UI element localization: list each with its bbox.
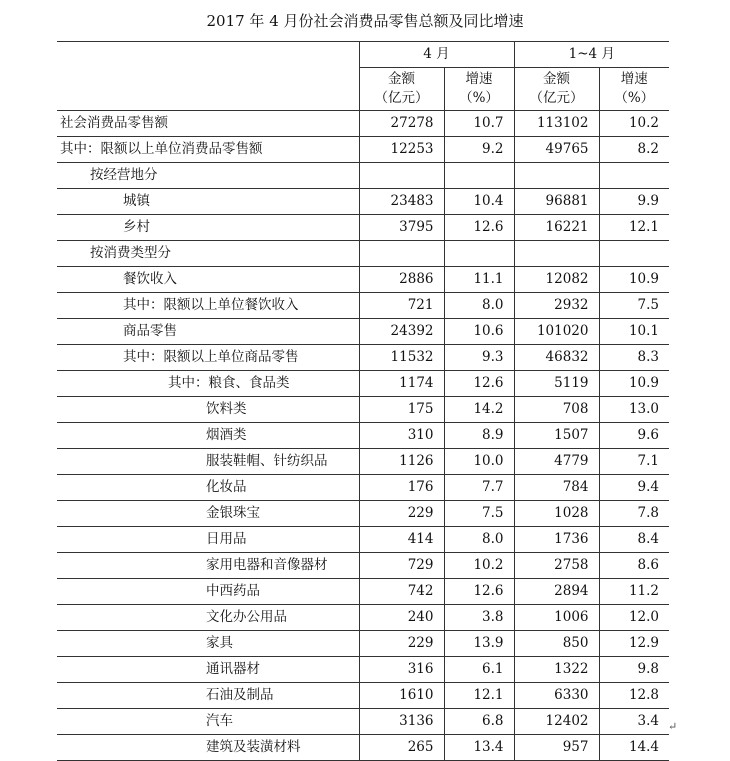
growth-unit: （%） [614, 90, 655, 106]
table-row [57, 423, 669, 449]
table-row [57, 267, 669, 293]
cell-amount-jan-apr: 6330 [514, 683, 599, 709]
cell-growth-april: 14.2 [444, 397, 514, 423]
table-row [57, 475, 669, 501]
cell-growth-jan-apr [599, 241, 669, 267]
cell-amount-april: 24392 [359, 319, 444, 345]
cell-amount-jan-apr: 12082 [514, 267, 599, 293]
table-row [57, 371, 669, 397]
cell-growth-jan-apr: 9.4 [599, 475, 669, 501]
row-label: 建筑及装潢材料 [57, 735, 359, 761]
cell-amount-jan-apr: 708 [514, 397, 599, 423]
cell-amount-jan-apr: 12402 [514, 709, 599, 735]
cell-amount-april: 11532 [359, 345, 444, 371]
table-row [57, 163, 669, 189]
cell-amount-jan-apr [514, 163, 599, 189]
row-label: 餐饮收入 [57, 267, 359, 293]
cell-amount-jan-apr: 2894 [514, 579, 599, 605]
table-row [57, 657, 669, 683]
cell-amount-april [359, 163, 444, 189]
growth-label: 增速 [465, 71, 493, 87]
row-label: 社会消费品零售额 [57, 111, 359, 137]
row-label: 文化办公用品 [57, 605, 359, 631]
table-row [57, 397, 669, 423]
cell-growth-jan-apr: 10.9 [599, 267, 669, 293]
cell-growth-april: 11.1 [444, 267, 514, 293]
cell-amount-april: 175 [359, 397, 444, 423]
cell-amount-april: 1126 [359, 449, 444, 475]
header-growth-jan-apr [599, 68, 669, 111]
row-label: 通讯器材 [57, 657, 359, 683]
cell-amount-april: 27278 [359, 111, 444, 137]
cell-growth-jan-apr: 8.4 [599, 527, 669, 553]
row-label: 商品零售 [57, 319, 359, 345]
cell-growth-april: 8.0 [444, 527, 514, 553]
cell-growth-jan-apr: 12.8 [599, 683, 669, 709]
row-label: 服装鞋帽、针纺织品 [57, 449, 359, 475]
cell-growth-april: 10.0 [444, 449, 514, 475]
row-label: 其中：限额以上单位商品零售 [57, 345, 359, 371]
cell-amount-jan-apr: 2758 [514, 553, 599, 579]
cell-amount-april: 176 [359, 475, 444, 501]
row-label: 按经营地分 [57, 163, 359, 189]
cell-growth-jan-apr: 10.9 [599, 371, 669, 397]
row-label: 按消费类型分 [57, 241, 359, 267]
cell-amount-april: 240 [359, 605, 444, 631]
table-body [57, 111, 669, 761]
cell-amount-jan-apr: 1507 [514, 423, 599, 449]
cell-growth-jan-apr: 12.9 [599, 631, 669, 657]
cell-growth-jan-apr: 7.1 [599, 449, 669, 475]
row-label: 汽车 [57, 709, 359, 735]
page-title: 2017 年 4 月份社会消费品零售总额及同比增速 [206, 12, 524, 30]
cell-growth-jan-apr: 8.3 [599, 345, 669, 371]
table-row [57, 111, 669, 137]
amount-label: 金额 [543, 71, 570, 87]
amount-unit: （亿元） [374, 90, 429, 106]
cell-amount-jan-apr: 1006 [514, 605, 599, 631]
row-label: 乡村 [57, 215, 359, 241]
cell-amount-april: 229 [359, 631, 444, 657]
amount-label: 金额 [388, 71, 415, 87]
cell-amount-april: 729 [359, 553, 444, 579]
table-row [57, 241, 669, 267]
table-row [57, 319, 669, 345]
cell-growth-jan-apr: 11.2 [599, 579, 669, 605]
cell-amount-april: 3795 [359, 215, 444, 241]
cell-amount-jan-apr: 957 [514, 735, 599, 761]
cell-growth-april: 12.6 [444, 215, 514, 241]
cell-amount-april: 316 [359, 657, 444, 683]
cell-amount-jan-apr: 850 [514, 631, 599, 657]
header-amount-jan-apr [514, 68, 599, 111]
row-label: 其中：限额以上单位消费品零售额 [57, 137, 359, 163]
row-label: 家具 [57, 631, 359, 657]
cell-amount-april: 742 [359, 579, 444, 605]
cell-amount-april: 414 [359, 527, 444, 553]
growth-label: 增速 [620, 71, 648, 87]
cell-growth-april [444, 163, 514, 189]
header-blank-2 [57, 68, 359, 111]
cell-amount-jan-apr: 16221 [514, 215, 599, 241]
cell-amount-jan-apr: 1736 [514, 527, 599, 553]
row-label: 日用品 [57, 527, 359, 553]
cell-growth-jan-apr: 7.5 [599, 293, 669, 319]
cell-growth-jan-apr: 10.2 [599, 111, 669, 137]
row-label: 饮料类 [57, 397, 359, 423]
cell-growth-april: 10.4 [444, 189, 514, 215]
cell-growth-jan-apr: 7.8 [599, 501, 669, 527]
row-label: 石油及制品 [57, 683, 359, 709]
table-row [57, 709, 669, 735]
table-row [57, 527, 669, 553]
table-row [57, 631, 669, 657]
cell-growth-jan-apr: 3.4 [599, 709, 669, 735]
table-row [57, 735, 669, 761]
cell-amount-jan-apr: 4779 [514, 449, 599, 475]
table-row [57, 449, 669, 475]
cell-growth-april: 10.2 [444, 553, 514, 579]
cell-growth-jan-apr: 9.9 [599, 189, 669, 215]
cell-growth-jan-apr: 8.2 [599, 137, 669, 163]
table-row [57, 345, 669, 371]
cell-growth-jan-apr: 13.0 [599, 397, 669, 423]
cell-growth-april: 7.5 [444, 501, 514, 527]
cell-growth-april: 10.6 [444, 319, 514, 345]
cell-growth-april: 8.0 [444, 293, 514, 319]
cell-amount-april: 229 [359, 501, 444, 527]
cell-growth-april: 6.8 [444, 709, 514, 735]
cell-amount-jan-apr: 784 [514, 475, 599, 501]
table-row [57, 189, 669, 215]
table-row [57, 553, 669, 579]
cell-growth-jan-apr: 9.6 [599, 423, 669, 449]
header-blank [57, 42, 359, 68]
cell-amount-jan-apr: 49765 [514, 137, 599, 163]
table-row [57, 683, 669, 709]
cell-growth-april: 3.8 [444, 605, 514, 631]
table-row [57, 501, 669, 527]
cell-growth-april: 8.9 [444, 423, 514, 449]
row-label: 烟酒类 [57, 423, 359, 449]
table-row [57, 137, 669, 163]
amount-unit: （亿元） [529, 90, 584, 106]
cell-growth-april [444, 241, 514, 267]
growth-unit: （%） [459, 90, 499, 106]
row-label: 化妆品 [57, 475, 359, 501]
table-row [57, 579, 669, 605]
header-row-measures [57, 68, 669, 111]
cell-amount-jan-apr: 1322 [514, 657, 599, 683]
cell-amount-april: 23483 [359, 189, 444, 215]
cell-amount-april: 1174 [359, 371, 444, 397]
cell-amount-jan-apr: 113102 [514, 111, 599, 137]
cell-growth-jan-apr [599, 163, 669, 189]
cell-growth-jan-apr: 8.6 [599, 553, 669, 579]
cell-growth-april: 10.7 [444, 111, 514, 137]
row-label: 其中：粮食、食品类 [57, 371, 359, 397]
cell-growth-april: 9.3 [444, 345, 514, 371]
cell-growth-jan-apr: 9.8 [599, 657, 669, 683]
cell-growth-april: 12.6 [444, 371, 514, 397]
cell-amount-jan-apr: 5119 [514, 371, 599, 397]
table-row [57, 605, 669, 631]
retail-sales-table [57, 41, 669, 761]
row-label: 中西药品 [57, 579, 359, 605]
row-label: 其中：限额以上单位餐饮收入 [57, 293, 359, 319]
table-row [57, 215, 669, 241]
cell-amount-jan-apr: 2932 [514, 293, 599, 319]
cell-growth-april: 6.1 [444, 657, 514, 683]
header-growth-april [444, 68, 514, 111]
cell-amount-april: 265 [359, 735, 444, 761]
paragraph-mark: ↵ [668, 720, 678, 733]
cell-growth-jan-apr: 12.0 [599, 605, 669, 631]
cell-growth-april: 13.9 [444, 631, 514, 657]
cell-amount-april: 2886 [359, 267, 444, 293]
cell-growth-jan-apr: 12.1 [599, 215, 669, 241]
cell-growth-april: 7.7 [444, 475, 514, 501]
cell-amount-jan-apr: 1028 [514, 501, 599, 527]
cell-growth-april: 12.6 [444, 579, 514, 605]
row-label: 城镇 [57, 189, 359, 215]
header-amount-april [359, 68, 444, 111]
cell-amount-april [359, 241, 444, 267]
row-label: 家用电器和音像器材 [57, 553, 359, 579]
cell-amount-april: 721 [359, 293, 444, 319]
cell-growth-jan-apr: 14.4 [599, 735, 669, 761]
cell-amount-jan-apr: 46832 [514, 345, 599, 371]
cell-amount-april: 12253 [359, 137, 444, 163]
cell-amount-jan-apr: 101020 [514, 319, 599, 345]
cell-growth-jan-apr: 10.1 [599, 319, 669, 345]
header-row-periods [57, 42, 669, 68]
cell-amount-april: 310 [359, 423, 444, 449]
cell-amount-april: 3136 [359, 709, 444, 735]
cell-growth-april: 12.1 [444, 683, 514, 709]
table-row [57, 293, 669, 319]
cell-amount-jan-apr: 96881 [514, 189, 599, 215]
row-label: 金银珠宝 [57, 501, 359, 527]
cell-amount-april: 1610 [359, 683, 444, 709]
header-jan-apr: 1~4 月 [514, 42, 669, 68]
cell-amount-jan-apr [514, 241, 599, 267]
header-april: 4 月 [359, 42, 514, 68]
cell-growth-april: 9.2 [444, 137, 514, 163]
cell-growth-april: 13.4 [444, 735, 514, 761]
